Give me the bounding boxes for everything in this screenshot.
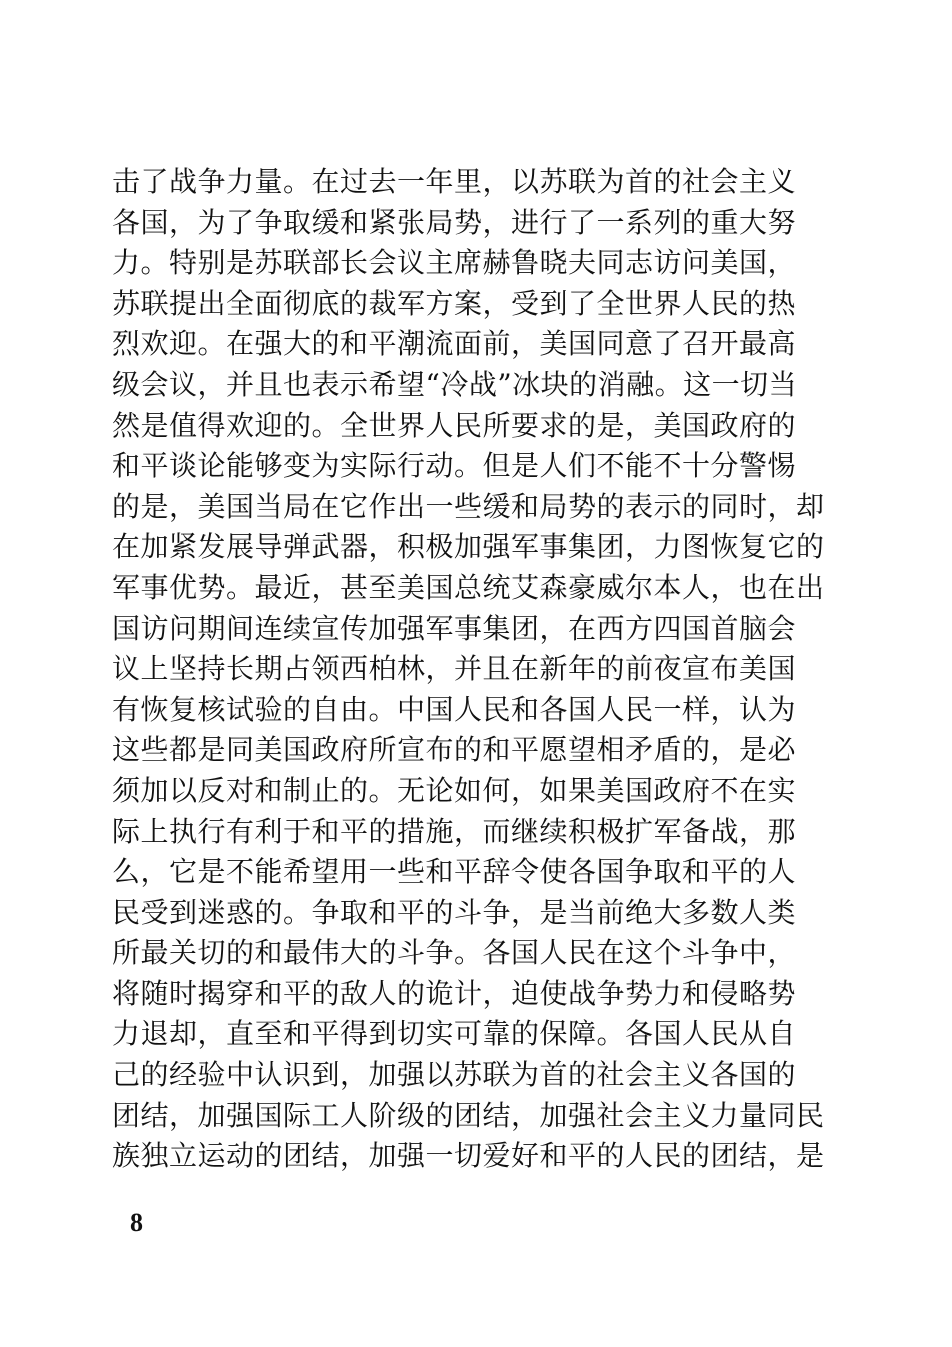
text-line: 在加紧发展导弹武器，积极加强军事集团，力图恢复它的 — [112, 530, 825, 564]
text-line: 有恢复核试验的自由。中国人民和各国人民一样，认为 — [112, 692, 797, 726]
text-line: 团结，加强国际工人阶级的团结，加强社会主义力量同民 — [112, 1098, 825, 1132]
body-text — [112, 162, 825, 1177]
text-line: 际上执行有利于和平的措施，而继续积极扩军备战，那 — [112, 814, 797, 848]
text-line: 的是，美国当局在它作出一些缓和局势的表示的同时，却 — [112, 489, 825, 523]
text-line: 击了战争力量。在过去一年里，以苏联为首的社会主义 — [112, 165, 797, 198]
text-line: 族独立运动的团结，加强一切爱好和平的人民的团结，是 — [112, 1139, 825, 1173]
text-line: 和平谈论能够变为实际行动。但是人们不能不十分警惕 — [112, 449, 797, 483]
text-line: 这些都是同美国政府所宣布的和平愿望相矛盾的，是必 — [112, 733, 797, 767]
text-line: 议上坚持长期占领西柏林，并且在新年的前夜宣布美国 — [112, 652, 797, 686]
text-line: 所最关切的和最伟大的斗争。各国人民在这个斗争中， — [112, 936, 797, 970]
text-line: 须加以反对和制止的。无论如何，如果美国政府不在实 — [112, 773, 797, 807]
text-line: 苏联提出全面彻底的裁军方案，受到了全世界人民的热 — [112, 286, 797, 320]
text-line: 军事优势。最近，甚至美国总统艾森豪威尔本人，也在出 — [112, 570, 825, 604]
text-line: 民受到迷惑的。争取和平的斗争，是当前绝大多数人类 — [112, 895, 797, 929]
text-line: 将随时揭穿和平的敌人的诡计，迫使战争势力和侵略势 — [112, 976, 797, 1010]
text-line: 己的经验中认识到，加强以苏联为首的社会主义各国的 — [112, 1058, 797, 1092]
text-line: 力退却，直至和平得到切实可靠的保障。各国人民从自 — [112, 1017, 797, 1051]
text-line: 级会议，并且也表示希望“冷战”冰块的消融。这一切当 — [112, 367, 798, 401]
page-number: 8 — [130, 1208, 143, 1237]
text-line: 各国，为了争取缓和紧张局势，进行了一系列的重大努 — [112, 205, 797, 239]
text-line: 然是值得欢迎的。全世界人民所要求的是，美国政府的 — [112, 408, 797, 442]
text-line: 么，它是不能希望用一些和平辞令使各国争取和平的人 — [112, 855, 797, 889]
text-line: 力。特别是苏联部长会议主席赫鲁晓夫同志访问美国， — [112, 246, 797, 280]
text-line: 烈欢迎。在强大的和平潮流面前，美国同意了召开最高 — [112, 327, 797, 361]
text-line: 国访问期间连续宣传加强军事集团，在西方四国首脑会 — [112, 611, 797, 645]
